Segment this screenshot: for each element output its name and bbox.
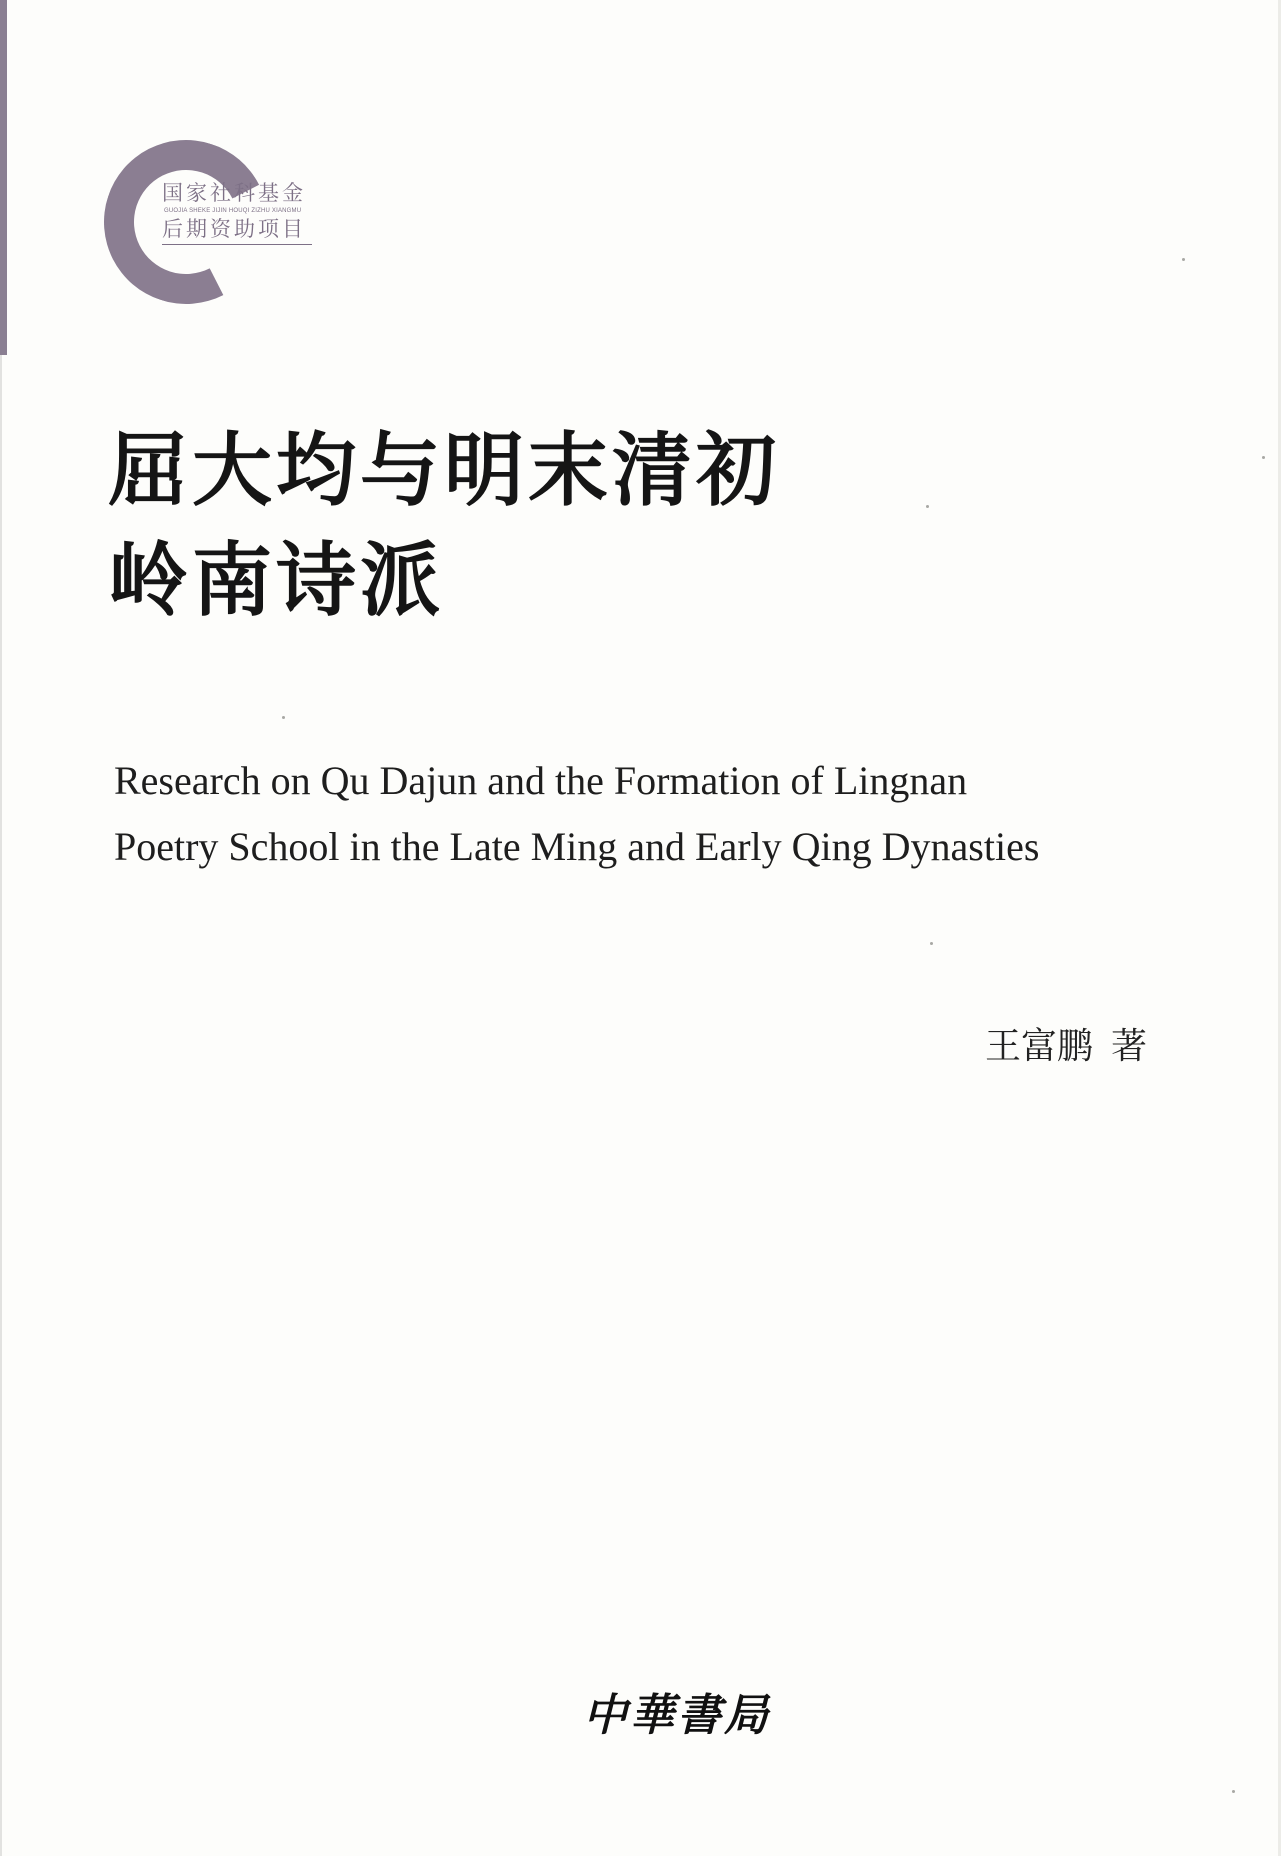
- fund-logo: [104, 140, 344, 310]
- spine-color-strip: [0, 0, 7, 355]
- print-speck: [282, 716, 285, 719]
- logo-underline: [162, 244, 312, 245]
- logo-pinyin: GUOJIA SHEKE JIJIN HOUQI ZIZHU XIANGMU: [164, 208, 302, 214]
- print-speck: [1232, 1790, 1235, 1793]
- chinese-title: [108, 416, 1008, 636]
- print-speck: [930, 942, 933, 945]
- logo-name-line1: 国家社科基金: [162, 181, 306, 205]
- chinese-title-line2: 岭南诗派: [108, 534, 444, 627]
- english-title-line1: Research on Qu Dajun and the Formation of Lingnan: [114, 758, 968, 803]
- author-credit: [985, 1022, 1147, 1072]
- author-role: 著: [1111, 1026, 1148, 1067]
- logo-text: [162, 180, 342, 245]
- print-speck: [1262, 456, 1265, 459]
- spine-edge-line: [0, 355, 2, 1856]
- english-title-line2: Poetry School in the Late Ming and Early Qing Dynasties: [114, 824, 1040, 869]
- english-title: [114, 748, 1224, 880]
- publisher-name: 中華書局: [583, 1690, 771, 1741]
- author-name: 王富鹏: [985, 1026, 1094, 1067]
- print-speck: [926, 505, 929, 508]
- print-speck: [1182, 258, 1185, 261]
- chinese-title-line1: 屈大均与明末清初: [108, 424, 780, 517]
- logo-name-line2: 后期资助项目: [162, 217, 306, 241]
